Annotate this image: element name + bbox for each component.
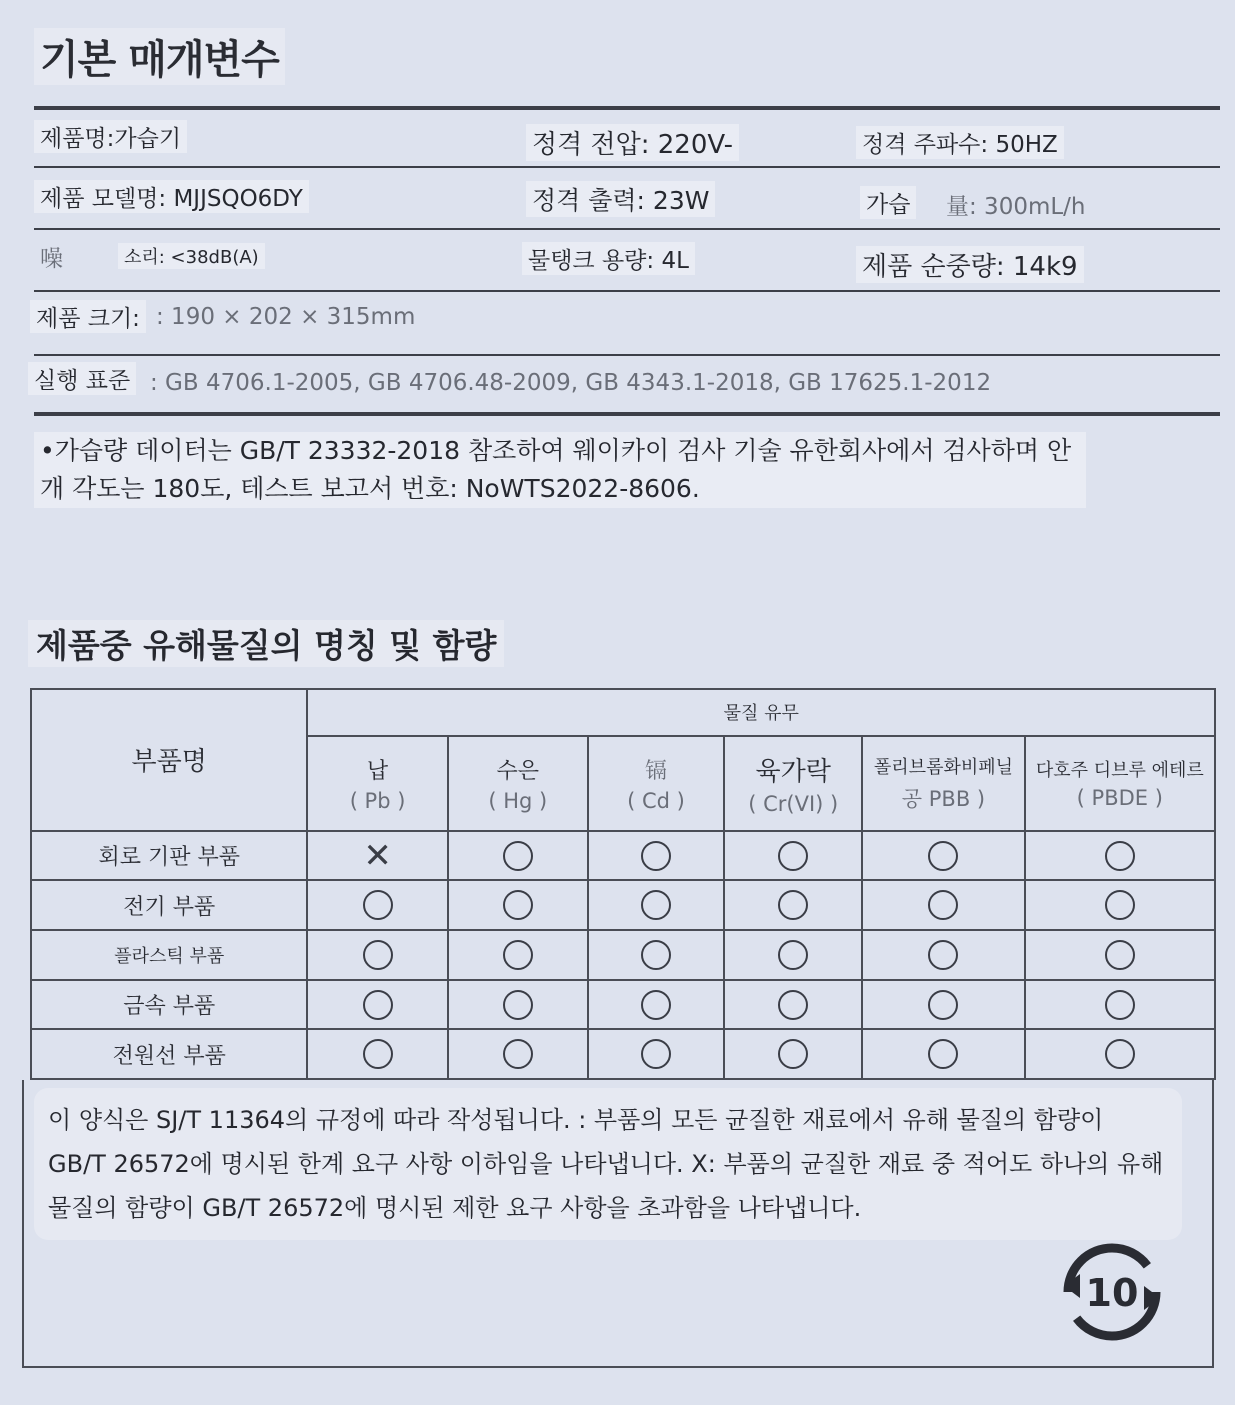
cross-mark-icon: ✕ — [363, 835, 392, 876]
legend-text: 이 양식은 SJ/T 11364의 규정에 따라 작성됩니다. : 부품의 모든 균질한 재료에서 유해 물질의 함량이 GB/T 26572에 명시된 한계 요구 사항 이하임을 나타냅니다. X: 부품의 균질한 재료 중 적어도 하나의 유해 물질의 함량이 GB/T 26572에 명시된 제한 요구 사항을 초과함을 나타냅니다. — [34, 1088, 1182, 1240]
substance-header: 镉 ( Cd ) — [588, 736, 724, 831]
circle-mark-icon — [503, 940, 533, 970]
substance-mark-cell — [1025, 930, 1215, 980]
substance-mark-cell — [307, 1029, 447, 1079]
substance-header: 육가락 ( Cr(VI) ) — [724, 736, 862, 831]
substance-mark-cell — [307, 930, 447, 980]
substance-mark-cell — [1025, 831, 1215, 881]
substance-mark-cell — [588, 930, 724, 980]
substance-mark-cell — [588, 980, 724, 1030]
divider — [34, 290, 1220, 292]
rated-frequency: 정격 주파수: 50HZ — [856, 126, 1064, 159]
substance-group-header: 물질 유무 — [307, 689, 1215, 736]
substance-mark-cell — [448, 831, 588, 881]
divider — [34, 166, 1220, 168]
net-weight: 제품 순중량: 14k9 — [856, 246, 1084, 283]
table-row — [31, 831, 1215, 881]
substance-mark-cell — [588, 880, 724, 930]
substance-mark-cell — [862, 831, 1024, 881]
substance-mark-cell — [724, 930, 862, 980]
substance-mark-cell — [862, 930, 1024, 980]
circle-mark-icon — [928, 990, 958, 1020]
tank-capacity: 물탱크 용량: 4L — [522, 242, 695, 275]
circle-mark-icon — [641, 890, 671, 920]
section-title-basic-params: 기본 매개변수 — [34, 28, 285, 85]
humidify-label: 가습 — [860, 186, 916, 219]
substance-mark-cell — [448, 1029, 588, 1079]
substance-mark-cell — [1025, 880, 1215, 930]
size-value: : 190 × 202 × 315mm — [156, 304, 416, 330]
circle-mark-icon — [1105, 841, 1135, 871]
substance-mark-cell — [862, 880, 1024, 930]
circle-mark-icon — [1105, 990, 1135, 1020]
substance-mark-cell — [1025, 1029, 1215, 1079]
circle-mark-icon — [363, 1039, 393, 1069]
substance-mark-cell — [307, 980, 447, 1030]
circle-mark-icon — [641, 841, 671, 871]
circle-mark-icon — [778, 990, 808, 1020]
part-name-cell: 금속 부품 — [31, 980, 307, 1030]
circle-mark-icon — [928, 1039, 958, 1069]
substance-header: 다호주 디브루 에테르 ( PBDE ) — [1025, 736, 1215, 831]
part-name-header: 부품명 — [31, 689, 307, 831]
circle-mark-icon — [928, 940, 958, 970]
substance-mark-cell — [448, 930, 588, 980]
table-row — [31, 980, 1215, 1030]
circle-mark-icon — [641, 940, 671, 970]
circle-mark-icon — [778, 841, 808, 871]
circle-mark-icon — [363, 890, 393, 920]
circle-mark-icon — [503, 841, 533, 871]
substance-mark-cell — [307, 880, 447, 930]
substance-mark-cell — [307, 831, 447, 881]
substance-header: 납 ( Pb ) — [307, 736, 447, 831]
part-name-cell: 전원선 부품 — [31, 1029, 307, 1079]
divider — [34, 106, 1220, 110]
size-label: 제품 크기: — [30, 300, 146, 333]
table-row — [31, 880, 1215, 930]
substance-mark-cell — [448, 880, 588, 930]
circle-mark-icon — [928, 890, 958, 920]
circle-mark-icon — [928, 841, 958, 871]
circle-mark-icon — [363, 940, 393, 970]
circle-mark-icon — [1105, 940, 1135, 970]
substance-header: 수은 ( Hg ) — [448, 736, 588, 831]
circle-mark-icon — [641, 1039, 671, 1069]
substance-header: 폴리브롬화비페닐 공 PBB ) — [862, 736, 1024, 831]
circle-mark-icon — [1105, 1039, 1135, 1069]
part-name-cell: 플라스틱 부품 — [31, 930, 307, 980]
substance-mark-cell — [724, 1029, 862, 1079]
substance-mark-cell — [1025, 980, 1215, 1030]
table-row — [31, 930, 1215, 980]
table-row — [31, 1029, 1215, 1079]
divider — [34, 412, 1220, 416]
part-name-cell: 전기 부품 — [31, 880, 307, 930]
hazardous-substance-table — [30, 688, 1216, 1080]
humidify-value: 量: 300mL/h — [946, 194, 1086, 220]
noise-value: 소리: <38dB(A) — [118, 243, 265, 269]
part-name-cell: 회로 기판 부품 — [31, 831, 307, 881]
substance-mark-cell — [724, 831, 862, 881]
circle-mark-icon — [503, 990, 533, 1020]
substance-mark-cell — [862, 1029, 1024, 1079]
humidify-note: •가습량 데이터는 GB/T 23332-2018 참조하여 웨이카이 검사 기술 유한회사에서 검사하며 안개 각도는 180도, 테스트 보고서 번호: NoWTS2022-8606. — [34, 432, 1086, 508]
circle-mark-icon — [641, 990, 671, 1020]
substance-mark-cell — [588, 1029, 724, 1079]
product-name: 제품명:가습기 — [34, 120, 187, 153]
circle-mark-icon — [778, 940, 808, 970]
substance-mark-cell — [448, 980, 588, 1030]
rated-power: 정격 출력: 23W — [526, 181, 715, 217]
substance-mark-cell — [588, 831, 724, 881]
circle-mark-icon — [363, 990, 393, 1020]
section-title-hazardous: 제품중 유해물질의 명칭 및 함량 — [28, 620, 504, 667]
substance-mark-cell — [862, 980, 1024, 1030]
circle-mark-icon — [778, 890, 808, 920]
divider — [34, 228, 1220, 230]
circle-mark-icon — [1105, 890, 1135, 920]
circle-mark-icon — [778, 1039, 808, 1069]
eco-logo-number: 10 — [1085, 1271, 1139, 1315]
circle-mark-icon — [503, 890, 533, 920]
standard-label: 실행 표준 — [28, 362, 136, 395]
noise-char: 噪 — [40, 246, 63, 272]
divider — [34, 354, 1220, 356]
circle-mark-icon — [503, 1039, 533, 1069]
model-name: 제품 모델명: MJJSQO6DY — [34, 180, 309, 213]
rated-voltage: 정격 전압: 220V- — [526, 124, 739, 161]
eco-period-10-logo — [1060, 1240, 1164, 1344]
substance-mark-cell — [724, 980, 862, 1030]
substance-mark-cell — [724, 880, 862, 930]
standard-value: : GB 4706.1-2005, GB 4706.48-2009, GB 4343.1-2018, GB 17625.1-2012 — [150, 370, 992, 396]
